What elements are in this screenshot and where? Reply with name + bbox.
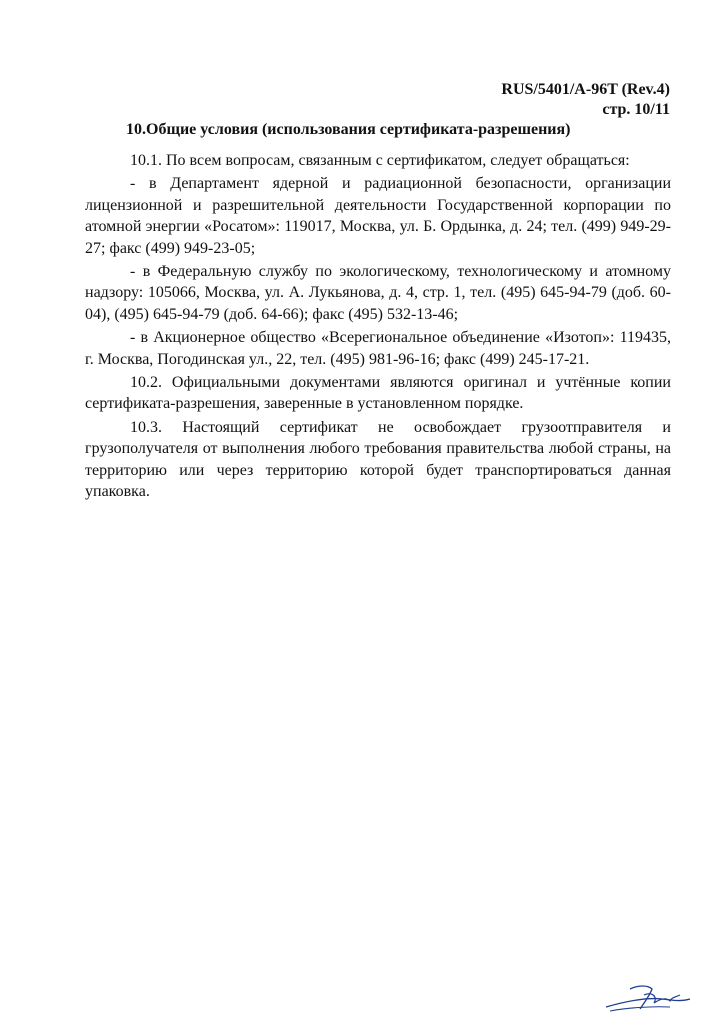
paragraph-10-2: 10.2. Официальными документами являются оригинал и учтённые копии сертификата-разрешения, заверенные в установленном порядке.	[85, 374, 671, 413]
contact-rostekhnadzor: - в Федеральную службу по экологическому, технологическому и атомному надзору: 105066, Москва, ул. А. Лукьянова, д. 4, стр. 1, тел. (495) 645-94-79 (доб. 60-04), (495) 645-94-79 (доб. 64-66); факс (495) 532-13-46;	[85, 263, 671, 323]
section-title: 10.Общие условия (использования сертификата-разрешения)	[126, 121, 571, 138]
page-number: стр. 10/11	[602, 101, 670, 118]
paragraph-10-1: 10.1. По всем вопросам, связанным с сертификатом, следует обращаться:	[130, 152, 630, 169]
contact-izotop: - в Акционерное общество «Всерегиональное объединение «Изотоп»: 119435, г. Москва, Погодинская ул., 22, тел. (495) 981-96-16; факс (499) 245-17-21.	[85, 329, 671, 368]
document-header	[501, 80, 670, 120]
contact-rosatom: - в Департамент ядерной и радиационной безопасности, организации лицензионной и разрешительной деятельности Государственной корпорации по атомной энергии «Росатом»: 119017, Москва, ул. Б. Ордынка, д. 24; тел. (499) 949-29-27; факс (499) 949-23-05;	[85, 175, 671, 257]
document-number: RUS/5401/A-96T (Rev.4)	[501, 81, 670, 98]
section-body	[85, 150, 671, 505]
handwritten-signature-icon	[600, 975, 695, 1015]
paragraph-10-3: 10.3. Настоящий сертификат не освобождает грузоотправителя и грузополучателя от выполнения любого требования правительства любой страны, на территорию или через территорию которой будет транспортироваться данная упаковка.	[85, 418, 671, 501]
